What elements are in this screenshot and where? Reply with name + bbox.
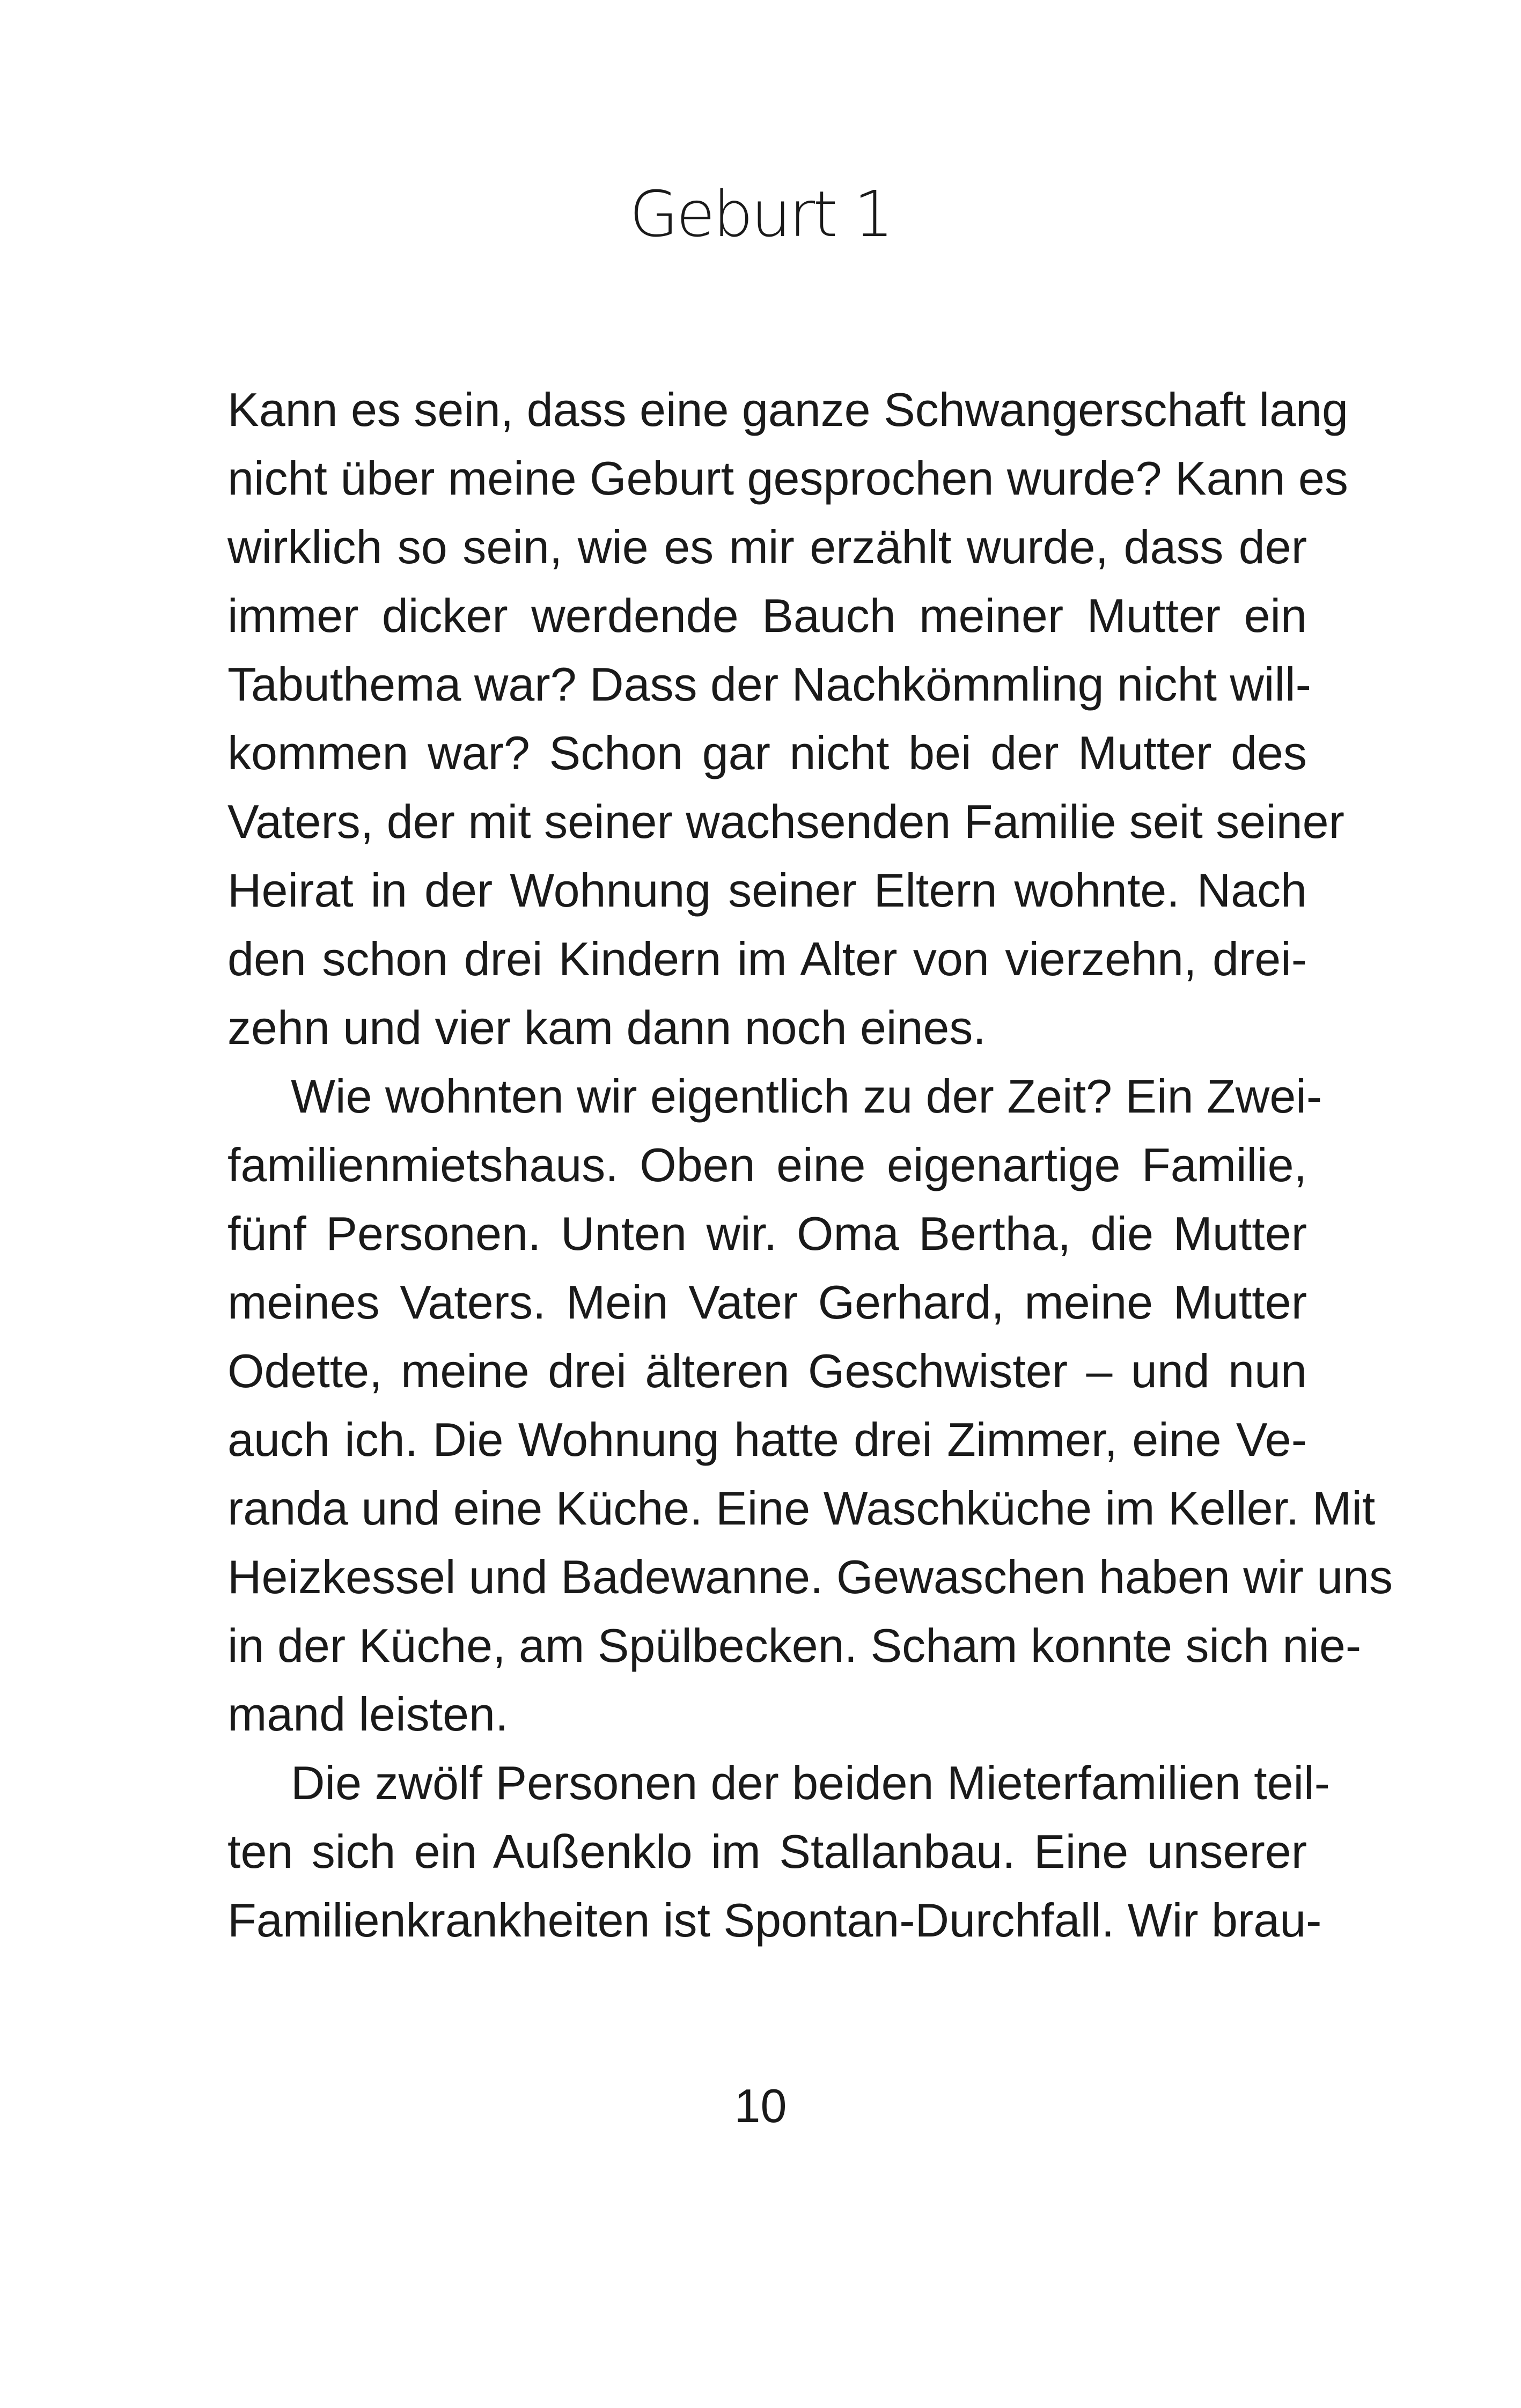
body-text: [227, 375, 1393, 1955]
paragraph: [227, 375, 1348, 1062]
text-line: auch ich. Die Wohnung hatte drei Zimmer, eine Ve-: [227, 1413, 1307, 1466]
text-line: wirklich so sein, wie es mir erzählt wurde, dass der: [227, 520, 1307, 573]
text-line: meines Vaters. Mein Vater Gerhard, meine Mutter: [227, 1276, 1307, 1329]
text-line: nicht über meine Geburt gesprochen wurde? Kann es: [227, 452, 1348, 505]
text-line: mand leisten.: [227, 1688, 509, 1741]
page-number: 10: [734, 2079, 787, 2132]
text-line: familienmietshaus. Oben eine eigenartige Familie,: [227, 1138, 1307, 1191]
paragraph: [227, 1749, 1330, 1955]
text-line: randa und eine Küche. Eine Waschküche im Keller. Mit: [227, 1482, 1376, 1535]
text-line: Heirat in der Wohnung seiner Eltern wohnte. Nach: [227, 864, 1307, 917]
text-line: kommen war? Schon gar nicht bei der Mutter des: [227, 726, 1307, 779]
paragraph: [227, 1062, 1393, 1749]
text-line: Heizkessel und Badewanne. Gewaschen haben wir uns: [227, 1550, 1393, 1603]
text-line: ten sich ein Außenklo im Stallanbau. Eine unserer: [227, 1825, 1307, 1878]
text-line: in der Küche, am Spülbecken. Scham konnte sich nie-: [227, 1619, 1362, 1672]
text-line: Wie wohnten wir eigentlich zu der Zeit? Ein Zwei-: [291, 1070, 1322, 1123]
chapter-title: Geburt 1: [629, 177, 892, 251]
text-line: zehn und vier kam dann noch eines.: [227, 1001, 986, 1054]
text-line: fünf Personen. Unten wir. Oma Bertha, die Mutter: [227, 1207, 1307, 1260]
text-line: Die zwölf Personen der beiden Mieterfamilien teil-: [291, 1756, 1330, 1809]
text-line: Kann es sein, dass eine ganze Schwangerschaft lang: [227, 383, 1348, 436]
text-line: immer dicker werdende Bauch meiner Mutter ein: [227, 589, 1307, 642]
text-line: Familienkrankheiten ist Spontan-Durchfall. Wir brau-: [227, 1894, 1322, 1947]
text-line: den schon drei Kindern im Alter von vierzehn, drei-: [227, 932, 1307, 985]
text-line: Odette, meine drei älteren Geschwister – und nun: [227, 1344, 1307, 1397]
text-line: Tabuthema war? Dass der Nachkömmling nicht will-: [227, 658, 1311, 711]
text-line: Vaters, der mit seiner wachsenden Familie seit seiner: [227, 795, 1344, 848]
